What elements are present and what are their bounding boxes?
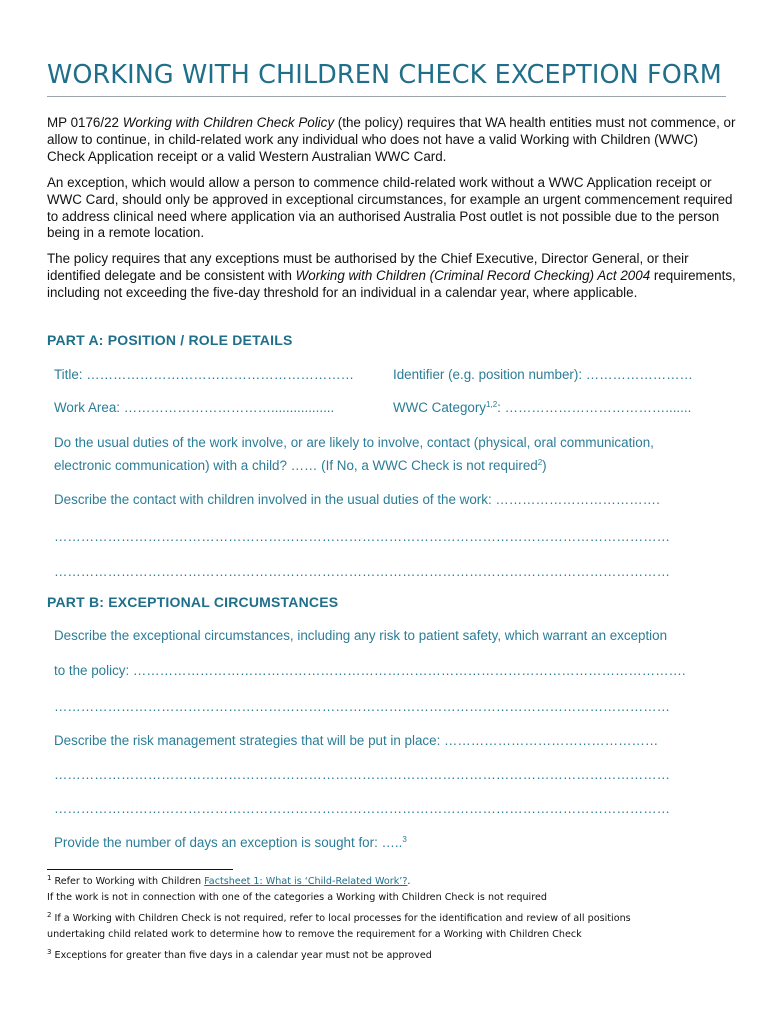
- factsheet-link[interactable]: Factsheet 1: What is ‘Child-Related Work’?: [204, 876, 408, 887]
- duties-question-line1: Do the usual duties of the work involve, or are likely to involve, contact (physical, oral communication,: [54, 435, 654, 450]
- footnote-2-line2: undertaking child related work to determine how to remove the requirement for a Working with Children Check: [47, 928, 582, 940]
- contact-description-field[interactable]: Describe the contact with children involved in the usual duties of the work: ……………………………….: [54, 492, 660, 507]
- part-a-heading: PART A: POSITION / ROLE DETAILS: [47, 332, 293, 348]
- footnote-1-line1: [47, 874, 727, 890]
- act-name: Working with Children (Criminal Record Checking) Act 2004: [295, 267, 651, 283]
- circumstances-field[interactable]: to the policy: …………………………………………………………………………………………………………….: [54, 663, 686, 678]
- footnote-1-number: 1: [47, 874, 52, 882]
- duties-footnote-ref: 2: [537, 458, 543, 467]
- contact-description-line3[interactable]: …………………………………………………………………………………………………………………………: [54, 564, 670, 579]
- policy-number: MP 0176/22: [47, 115, 123, 130]
- risk-strategies-field[interactable]: Describe the risk management strategies that will be put in place: …………………………………………: [54, 733, 659, 748]
- footnote-2-text: If a Working with Children Check is not required, refer to local processes for the identification and review of all positions: [51, 913, 631, 924]
- intro-paragraph-exception: An exception, which would allow a person to commence child-related work without a WWC Application receipt or WWC Card, should only be approved in exceptional circumstances, for example an urgent commencement required to address clinical need where application via an authorised Australia Post outlet is not possible due to the person being in a remote location.: [47, 175, 733, 241]
- wwc-category-label: WWC Category: [393, 400, 487, 415]
- footnote-1-text: Refer to Working with Children: [51, 876, 205, 887]
- duties-question-line2[interactable]: [54, 457, 718, 475]
- policy-requirement-text: (the policy) requires that WA health entities must not commence, or allow to continue, in child-related work any individual who does not have a valid Working with Children (WWC) Check Application receipt or a valid Western Australian WWC Card.: [47, 115, 736, 164]
- duties-answer-blank[interactable]: electronic communication) with a child? …… (If No, a WWC Check is not required: [54, 458, 538, 473]
- exception-days-field[interactable]: [54, 834, 718, 852]
- footnote-1-end: .: [407, 876, 411, 887]
- days-footnote-ref: 3: [402, 835, 407, 844]
- identifier-field[interactable]: Identifier (e.g. position number): ……………………: [393, 367, 693, 382]
- work-area-field[interactable]: Work Area: …………………………….................: [54, 400, 335, 415]
- exception-days-blank[interactable]: Provide the number of days an exception is sought for: …..: [54, 835, 403, 850]
- part-b-heading: PART B: EXCEPTIONAL CIRCUMSTANCES: [47, 594, 339, 610]
- risk-strategies-line3[interactable]: …………………………………………………………………………………………………………………………: [54, 801, 670, 816]
- footnote-3-number: 3: [47, 948, 52, 956]
- footnote-2-number: 2: [47, 911, 52, 919]
- form-title: WORKING WITH CHILDREN CHECK EXCEPTION FORM: [47, 60, 722, 90]
- circumstances-line2[interactable]: …………………………………………………………………………………………………………………………: [54, 699, 670, 714]
- footnote-2-line1: [47, 911, 727, 927]
- footnote-3-text: Exceptions for greater than five days in a calendar year must not be approved: [51, 950, 432, 961]
- intro-paragraph-authorisation: [47, 251, 737, 301]
- risk-strategies-line2[interactable]: …………………………………………………………………………………………………………………………: [54, 767, 670, 782]
- threshold-text: requirements, including not exceeding the five-day threshold for an individual in a calendar year, where applicable.: [47, 267, 736, 300]
- footnote-separator: [47, 869, 233, 870]
- wwc-category-blank[interactable]: : ……………………………….......: [497, 400, 692, 415]
- footnote-3: [47, 948, 727, 964]
- circumstances-prompt: Describe the exceptional circumstances, including any risk to patient safety, which warrant an exception: [54, 628, 668, 643]
- footnote-1-line2: If the work is not in connection with one of the categories a Working with Children Check is not required: [47, 891, 547, 903]
- contact-description-line2[interactable]: …………………………………………………………………………………………………………………………: [54, 529, 670, 544]
- policy-name: Working with Children Check Policy: [122, 115, 335, 130]
- wwc-category-footnote-ref: 1,2: [486, 400, 498, 409]
- footnote-1: [47, 874, 727, 905]
- footnote-2: [47, 911, 727, 942]
- title-field[interactable]: Title: ……………………………………………………: [54, 367, 355, 382]
- wwc-category-field[interactable]: [393, 399, 691, 417]
- authorisation-text: The policy requires that any exceptions must be authorised by the Chief Executive, Director General, or their identified delegate and be consistent with: [47, 251, 689, 283]
- title-underline: [47, 96, 726, 97]
- footnote-3-line: [47, 948, 727, 964]
- duties-close-paren: ): [542, 458, 547, 473]
- intro-paragraph-policy: [47, 115, 737, 165]
